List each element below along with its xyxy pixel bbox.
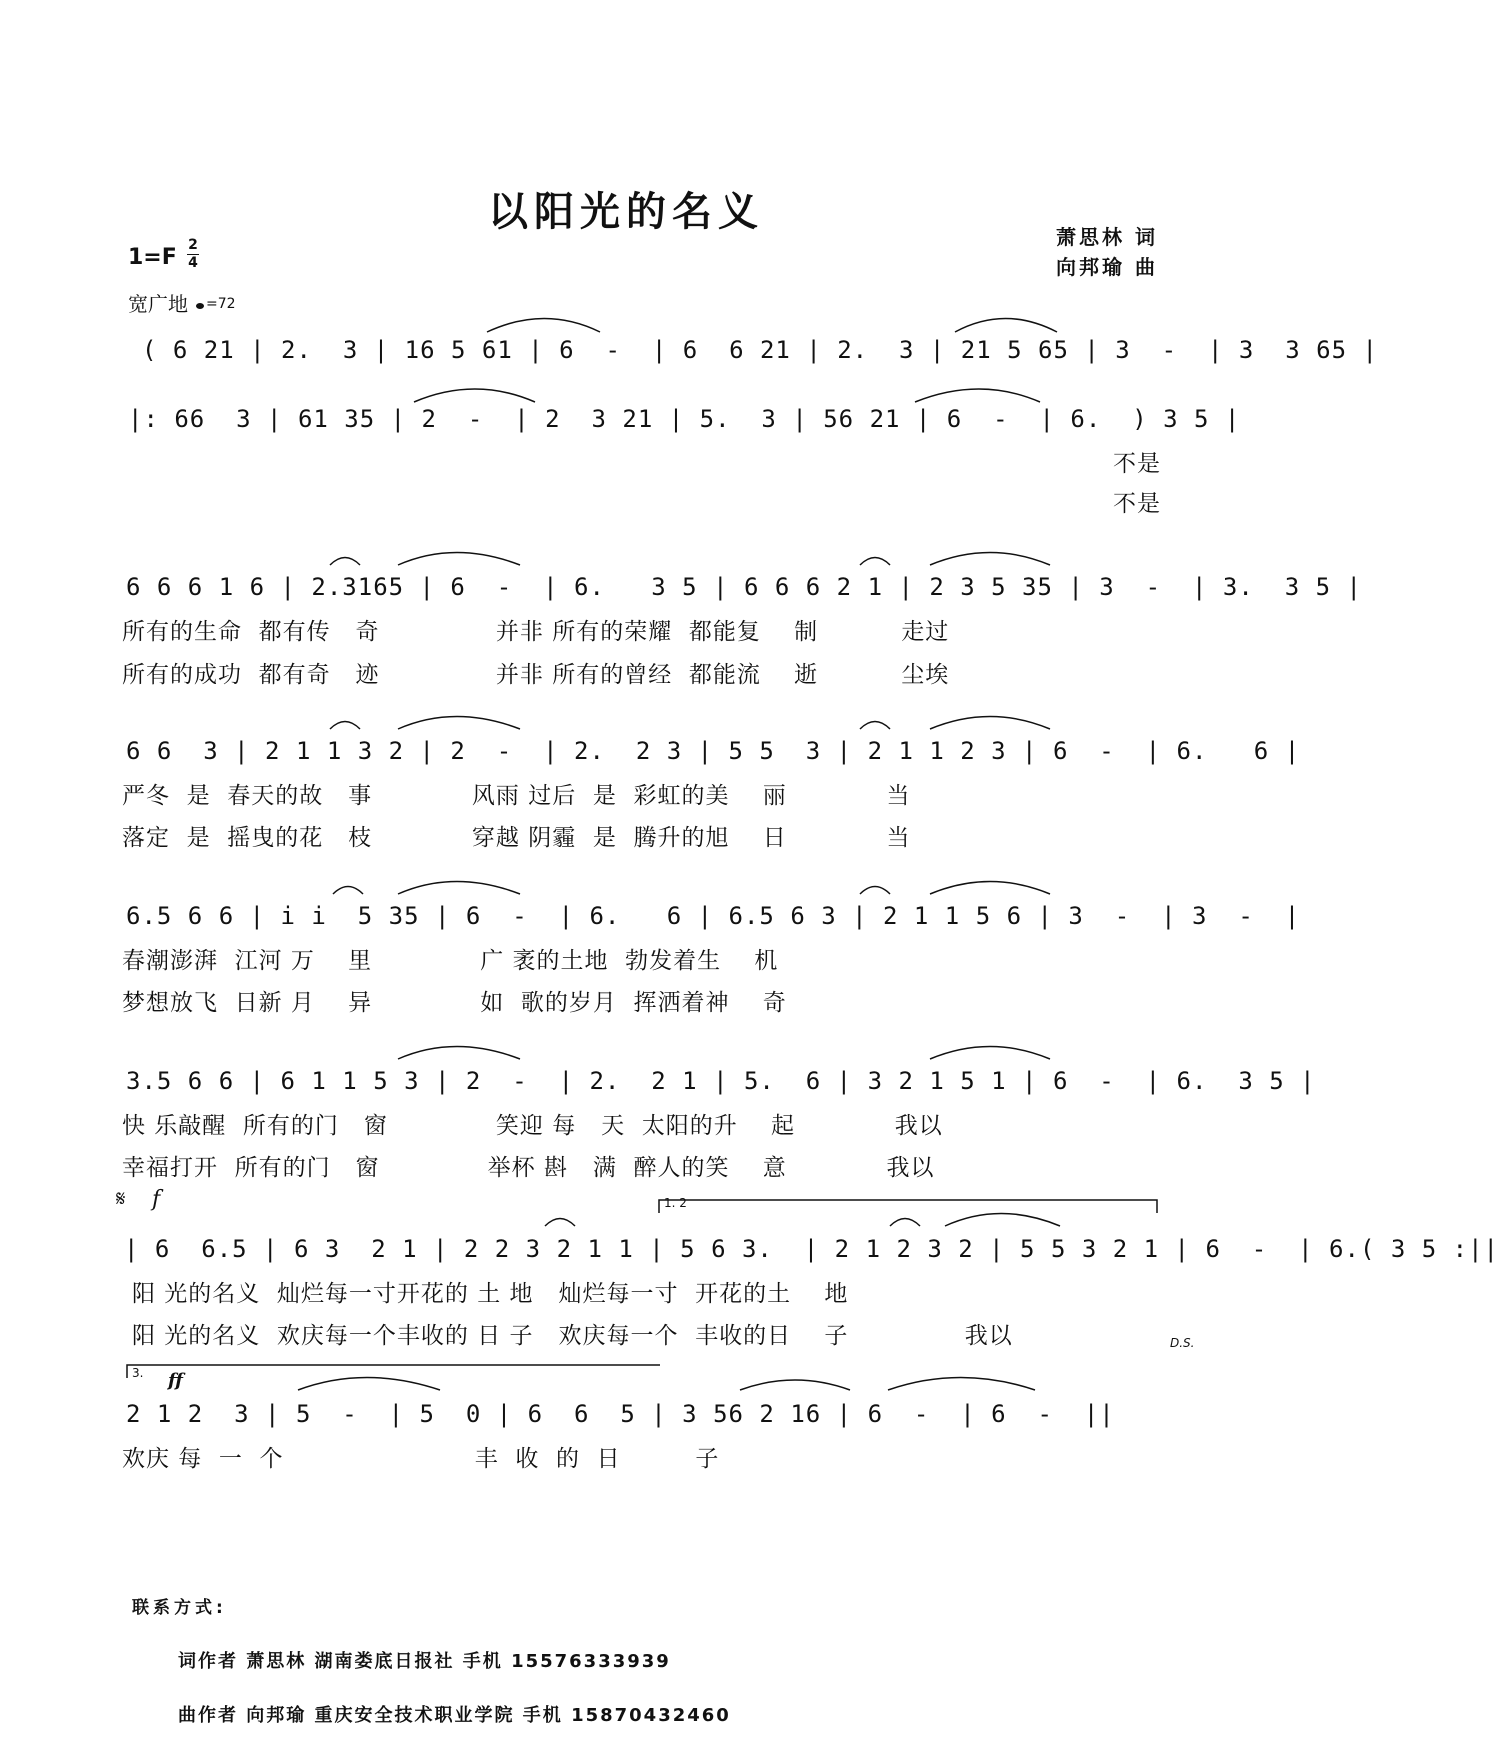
dynamic-fortissimo: ff xyxy=(168,1370,183,1391)
lyric-verse-1: 严冬 是 春天的故 事 风雨 过后 是 彩虹的美 丽 当 xyxy=(122,783,911,809)
contact-lyricist: 词作者 萧思林 湖南娄底日报社 手机 15576333939 xyxy=(178,1651,671,1672)
composer-credit: 向邦瑜 曲 xyxy=(1056,255,1158,279)
metronome-value: =72 xyxy=(206,296,236,312)
dal-segno-marking: D.S. xyxy=(1170,1336,1195,1350)
lyricist-credit: 萧思林 词 xyxy=(1056,225,1158,249)
key-signature: 1=F xyxy=(128,245,177,270)
lyric-verse-1: 不是 xyxy=(1113,451,1161,477)
notation-line: 6.5 6 6 | i i 5 35 | 6 - | 6. 6 | 6.5 6 3 | 2 1 1 5 6 | 3 - | 3 - | xyxy=(126,902,1301,930)
lyric-verse-1: 欢庆 每 一 个 丰 收 的 日 子 xyxy=(122,1446,720,1472)
notation-line: | 6 6.5 | 6 3 2 1 | 2 2 3 2 1 1 | 5 6 3. | 2 1 2 3 2 | 5 5 3 2 1 | 6 - | 6.( 3 5 :|| xyxy=(124,1235,1499,1263)
time-signature-numerator: 2 xyxy=(188,237,198,253)
lyric-verse-2: 所有的成功 都有奇 迹 并非 所有的曾经 都能流 逝 尘埃 xyxy=(122,662,950,688)
lyric-verse-1: 快 乐敲醒 所有的门 窗 笑迎 每 天 太阳的升 起 我以 xyxy=(122,1113,943,1139)
notation-line: 6 6 6 1 6 | 2.3165 | 6 - | 6. 3 5 | 6 6 6 2 1 | 2 3 5 35 | 3 - | 3. 3 5 | xyxy=(126,573,1362,601)
lyric-verse-1: 所有的生命 都有传 奇 并非 所有的荣耀 都能复 制 走过 xyxy=(122,619,950,645)
lyric-verse-1: 阳 光的名义 灿烂每一寸开花的 土 地 灿烂每一寸 开花的土 地 xyxy=(132,1281,849,1307)
lyric-verse-2: 阳 光的名义 欢庆每一个丰收的 日 子 欢庆每一个 丰收的日 子 我以 xyxy=(132,1323,1013,1349)
time-signature-denominator: 4 xyxy=(188,255,198,271)
lyric-verse-2: 梦想放飞 日新 月 异 如 歌的岁月 挥洒着神 奇 xyxy=(122,990,787,1016)
notation-line: 2 1 2 3 | 5 - | 5 0 | 6 6 5 | 3 56 2 16 | 6 - | 6 - || xyxy=(126,1400,1115,1428)
contact-heading: 联系方式: xyxy=(132,1598,227,1618)
lyric-verse-2: 幸福打开 所有的门 窗 举杯 斟 满 醉人的笑 意 我以 xyxy=(122,1155,935,1181)
lyric-verse-1: 春潮澎湃 江河 万 里 广 袤的土地 勃发着生 机 xyxy=(122,948,779,974)
volta-1-2-label: 1. 2 xyxy=(664,1196,687,1210)
volta-3-label: 3. xyxy=(132,1366,144,1380)
notation-line: 6 6 3 | 2 1 1 3 2 | 2 - | 2. 2 3 | 5 5 3 | 2 1 1 2 3 | 6 - | 6. 6 | xyxy=(126,737,1301,765)
notation-line: |: 66 3 | 61 35 | 2 - | 2 3 21 | 5. 3 | 56 21 | 6 - | 6. ) 3 5 | xyxy=(128,405,1241,433)
lyric-verse-2: 不是 xyxy=(1113,491,1161,517)
segno-sign: 𝄋 xyxy=(116,1187,126,1212)
song-title: 以阳光的名义 xyxy=(488,188,764,235)
dynamic-forte: f xyxy=(152,1187,161,1212)
notation-line: 3.5 6 6 | 6 1 1 5 3 | 2 - | 2. 2 1 | 5. 6 | 3 2 1 5 1 | 6 - | 6. 3 5 | xyxy=(126,1067,1316,1095)
contact-composer: 曲作者 向邦瑜 重庆安全技术职业学院 手机 15870432460 xyxy=(178,1705,731,1726)
tempo-marking: 宽广地 xyxy=(128,292,188,316)
notation-line: ( 6 21 | 2. 3 | 16 5 61 | 6 - | 6 6 21 | 2. 3 | 21 5 65 | 3 - | 3 3 65 | xyxy=(142,336,1378,364)
lyric-verse-2: 落定 是 摇曳的花 枝 穿越 阴霾 是 腾升的旭 日 当 xyxy=(122,825,911,851)
